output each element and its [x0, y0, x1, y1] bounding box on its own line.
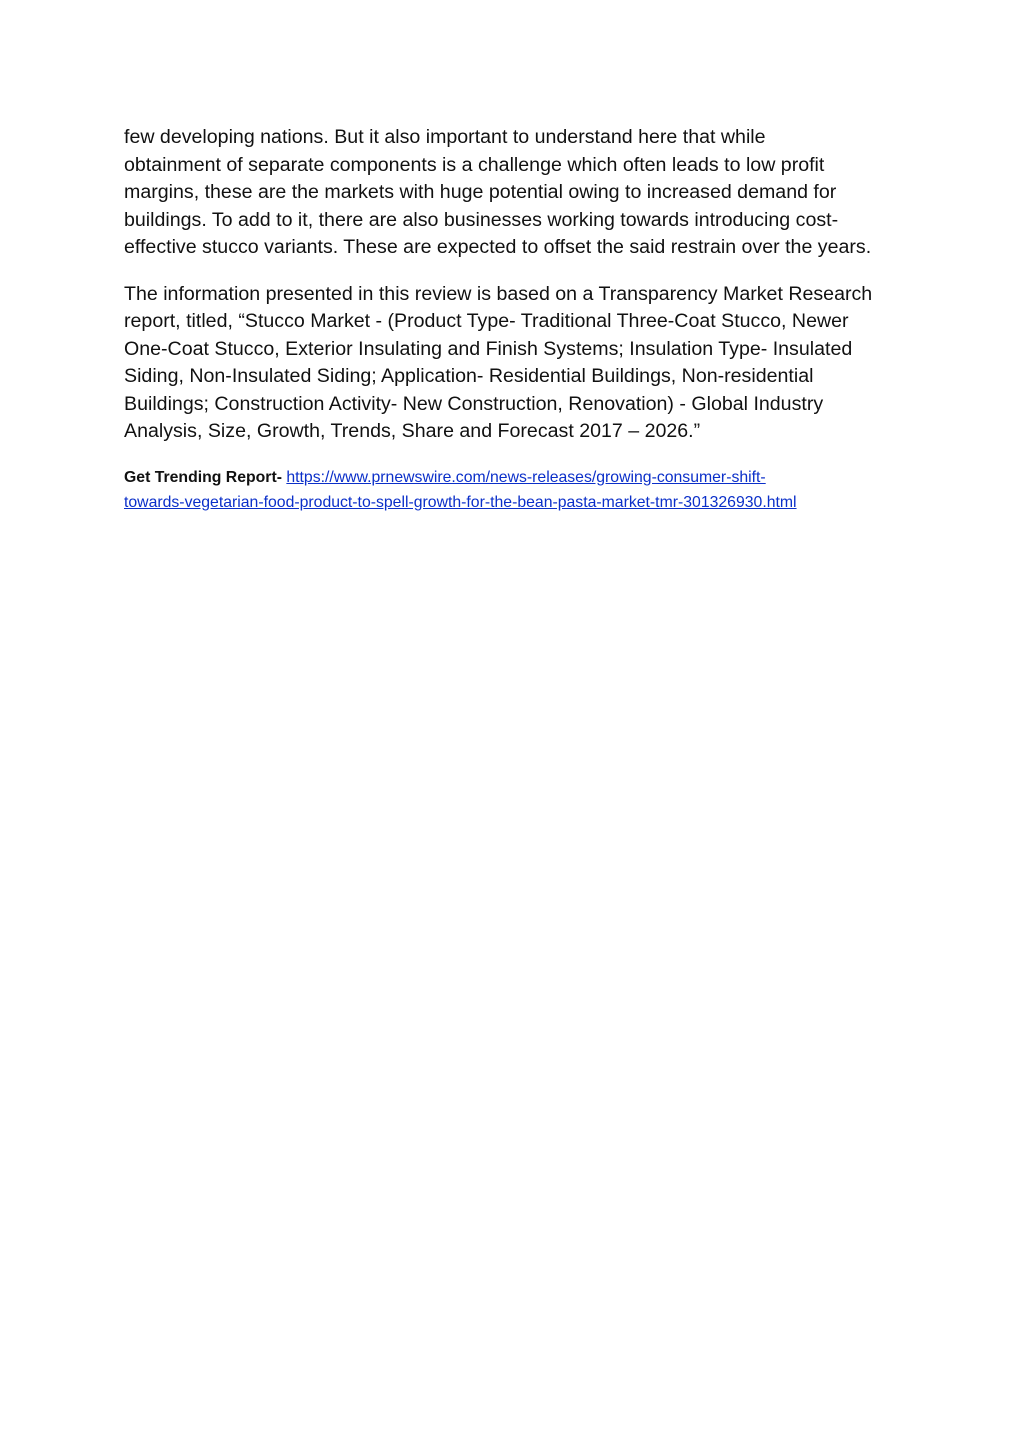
- trending-report-link-continued[interactable]: towards-vegetarian-food-product-to-spell-growth-for-the-bean-pasta-market-tmr-301326930.html: [124, 493, 797, 511]
- text-line: few developing nations. But it also important to understand here that while: [124, 126, 766, 148]
- paragraph-report-source: [124, 281, 908, 446]
- trending-report-label: Get Trending Report-: [124, 468, 282, 486]
- paragraph-stucco-market-restraints: [124, 124, 908, 262]
- trending-report-link[interactable]: https://www.prnewswire.com/news-releases/growing-consumer-shift-: [286, 468, 766, 486]
- text-line: effective stucco variants. These are expected to offset the said restrain over the years.: [124, 236, 872, 258]
- text-line: One-Coat Stucco, Exterior Insulating and Finish Systems; Insulation Type- Insulated: [124, 337, 853, 360]
- text-line: Buildings; Construction Activity- New Construction, Renovation) - Global Industry: [124, 392, 824, 415]
- text-line: Siding, Non-Insulated Siding; Application- Residential Buildings, Non-residential: [124, 365, 814, 387]
- document-body: [124, 124, 908, 515]
- text-line: Analysis, Size, Growth, Trends, Share and Forecast 2017 – 2026.”: [124, 420, 701, 442]
- trending-report: [124, 465, 908, 515]
- text-line: The information presented in this review is based on a Transparency Market Research: [124, 282, 873, 305]
- text-line: obtainment of separate components is a challenge which often leads to low profit: [124, 153, 825, 176]
- text-line: report, titled, “Stucco Market - (Product Type- Traditional Three-Coat Stucco, Newer: [124, 310, 849, 332]
- text-line: buildings. To add to it, there are also businesses working towards introducing cost-: [124, 208, 839, 231]
- text-line: margins, these are the markets with huge potential owing to increased demand for: [124, 181, 837, 203]
